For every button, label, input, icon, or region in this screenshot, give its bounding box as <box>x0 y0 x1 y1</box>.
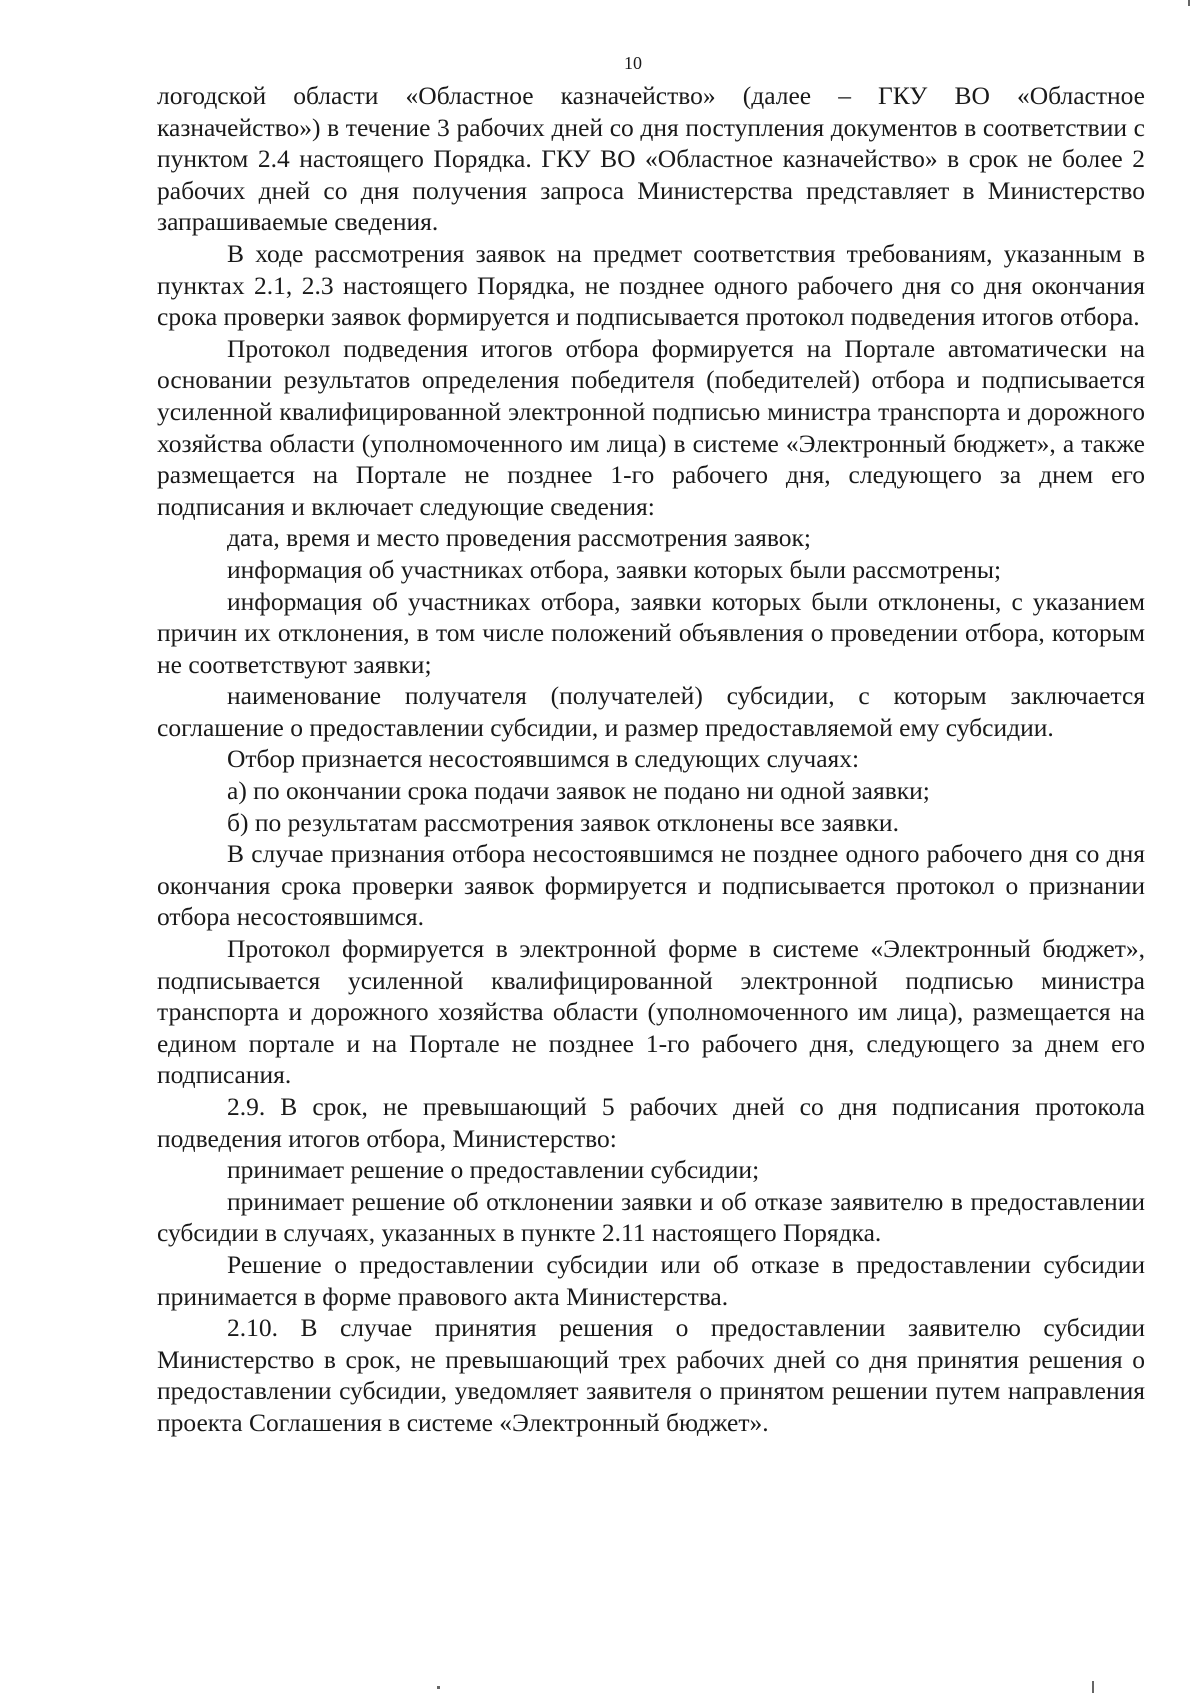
scan-mark-bottom-center <box>437 1686 440 1689</box>
paragraph-continuation: логодской области «Областное казначейство» (далее – ГКУ ВО «Областное казначейство») в течение 3 рабочих дней со дня поступления документов в соответствии с пунктом 2.4 настоящего Порядка. ГКУ ВО «Областное казначейство» в срок не более 2 рабочих дней со дня получения запроса Министерства представляет в Министерство запрашиваемые сведения. <box>157 81 1145 237</box>
list-item-rejected-participants: информация об участниках отбора, заявки которых были отклонены, с указанием причин их отклонения, в том числе положений объявления о проведении отбора, которым не соответствуют заявки; <box>157 586 1145 679</box>
list-item-date-time-place: дата, время и место проведения рассмотрения заявок; <box>227 523 811 553</box>
document-body <box>157 80 1145 1439</box>
scan-mark-bottom-right <box>1092 1681 1094 1693</box>
list-item-reject-decision: принимает решение об отклонении заявки и об отказе заявителю в предоставлении субсидии в случаях, указанных в пункте 2.11 настоящего Порядка. <box>157 1186 1145 1248</box>
list-item-reviewed-participants: информация об участниках отбора, заявки которых были рассмотрены; <box>227 554 1002 584</box>
list-item-grant-decision: принимает решение о предоставлении субсидии; <box>227 1155 760 1185</box>
page-number: 10 <box>624 53 642 73</box>
scan-mark-top-right <box>1188 0 1190 6</box>
list-item-recipient-name: наименование получателя (получателей) субсидии, с которым заключается соглашение о предоставлении субсидии, и размер предоставляемой ему субсидии. <box>157 681 1145 742</box>
paragraph-electronic-protocol: Протокол формируется в электронной форме в системе «Электронный бюджет», подписывается усиленной квалифицированной электронной подписью министра транспорта и дорожного хозяйства области (уполномоченного им лица), размещается на едином портале и на Портале не позднее 1-го рабочего дня, следующего за днем его подписания. <box>157 934 1145 1090</box>
list-item-no-applications: а) по окончании срока подачи заявок не подано ни одной заявки; <box>227 776 930 806</box>
paragraph-section-2-9: 2.9. В срок, не превышающий 5 рабочих дней со дня подписания протокола подведения итогов отбора, Министерство: <box>157 1092 1145 1153</box>
paragraph-section-2-10: 2.10. В случае принятия решения о предоставлении заявителю субсидии Министерство в срок, не превышающий трех рабочих дней со дня принятия решения о предоставлении субсидии, уведомляет заявителя о принятом решении путем направления проекта Соглашения в системе «Электронный бюджет». <box>157 1313 1145 1437</box>
paragraph-review-protocol: В ходе рассмотрения заявок на предмет соответствия требованиям, указанным в пунктах 2.1, 2.3 настоящего Порядка, не позднее одного рабочего дня со дня окончания срока проверки заявок формируется и подписывается протокол подведения итогов отбора. <box>157 238 1145 332</box>
list-item-all-rejected: б) по результатам рассмотрения заявок отклонены все заявки. <box>227 807 899 837</box>
paragraph-failed-selection: Отбор признается несостоявшимся в следующих случаях: <box>227 744 860 774</box>
paragraph-protocol-portal: Протокол подведения итогов отбора формируется на Портале автоматически на основании результатов определения победителя (победителей) отбора и подписывается усиленной квалифицированной электронной подписью министра транспорта и дорожного хозяйства области (уполномоченного им лица) в системе «Электронный бюджет», а также размещается на Портале не позднее 1-го рабочего дня, следующего за днем его подписания и включает следующие сведения: <box>157 333 1145 521</box>
paragraph-failed-protocol: В случае признания отбора несостоявшимся не позднее одного рабочего дня со дня окончания срока проверки заявок формируется и подписывается протокол о признании отбора несостоявшимся. <box>157 839 1145 932</box>
paragraph-legal-act: Решение о предоставлении субсидии или об отказе в предоставлении субсидии принимается в форме правового акта Министерства. <box>157 1249 1145 1311</box>
